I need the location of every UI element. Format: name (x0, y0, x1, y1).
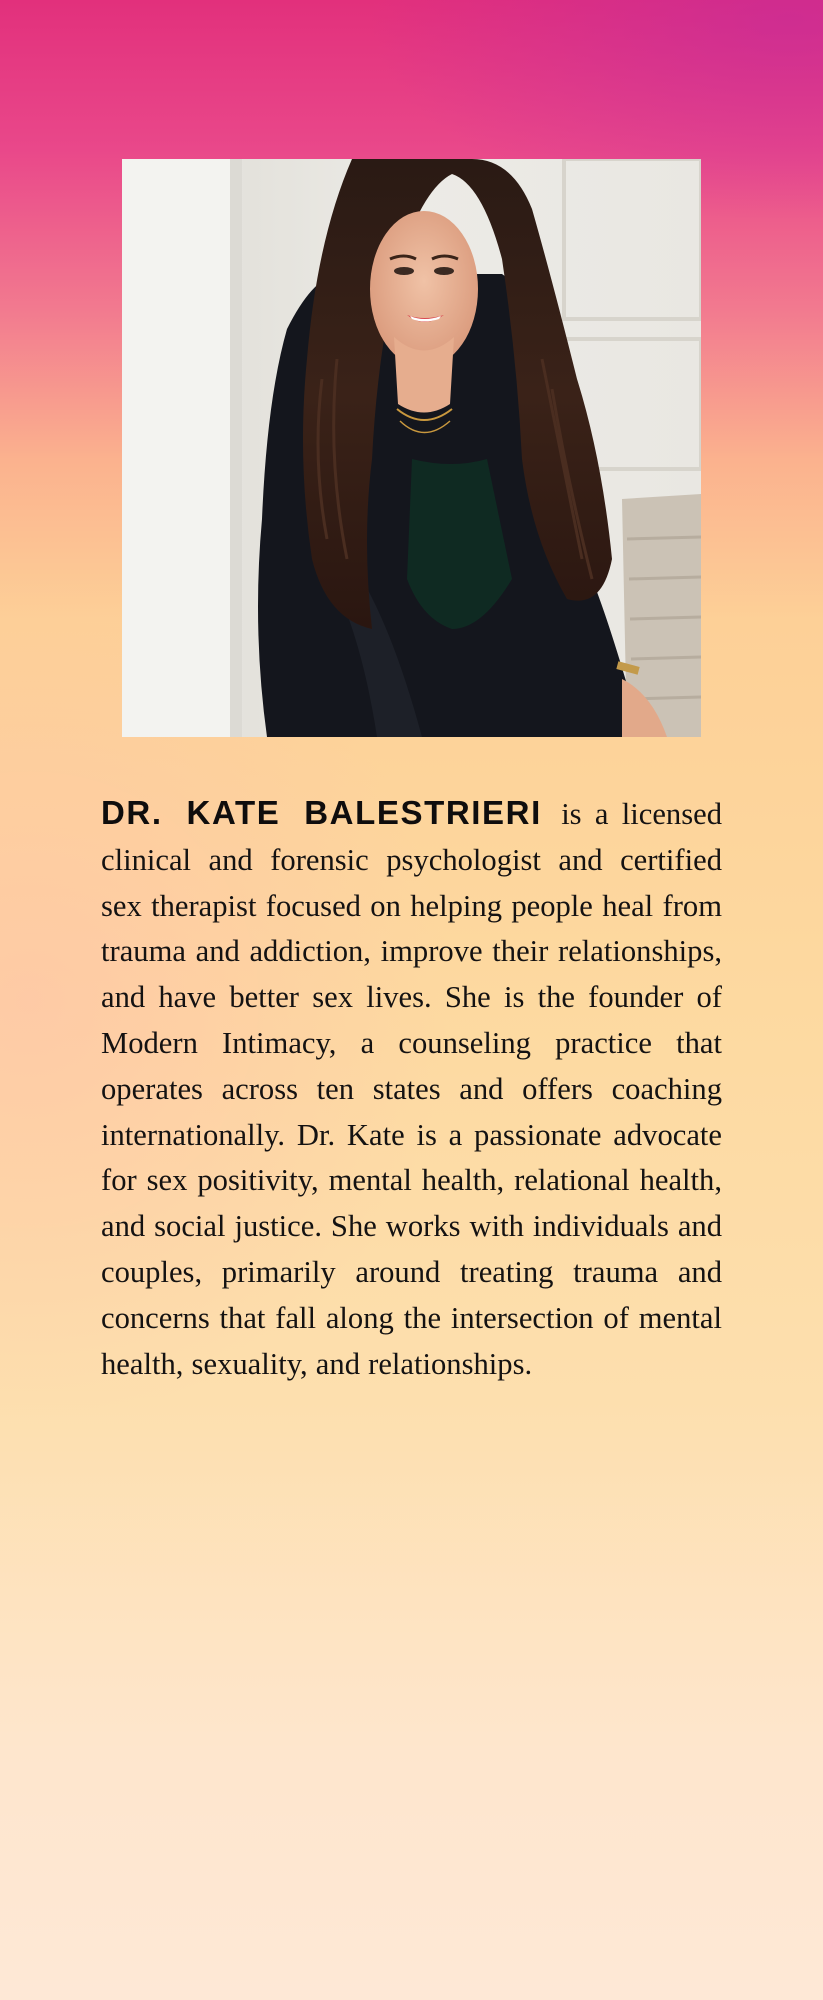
author-portrait-photo (122, 159, 701, 737)
author-name: DR. KATE BALESTRIERI (101, 794, 542, 831)
author-bio (101, 790, 722, 1387)
author-bio-text: is a licensed clinical and forensic psychologist and certified sex therapist focused on helping people heal from trauma and addiction, improve their relationships, and have better sex lives. She is the founder of Modern Intimacy, a counseling practice that operates across ten states and offers coaching internationally. Dr. Kate is a passionate advocate for sex positivity, mental health, relational health, and social justice. She works with individuals and couples, primarily around treating trauma and concerns that fall along the intersection of mental health, sexuality, and relationships. (101, 797, 723, 1381)
